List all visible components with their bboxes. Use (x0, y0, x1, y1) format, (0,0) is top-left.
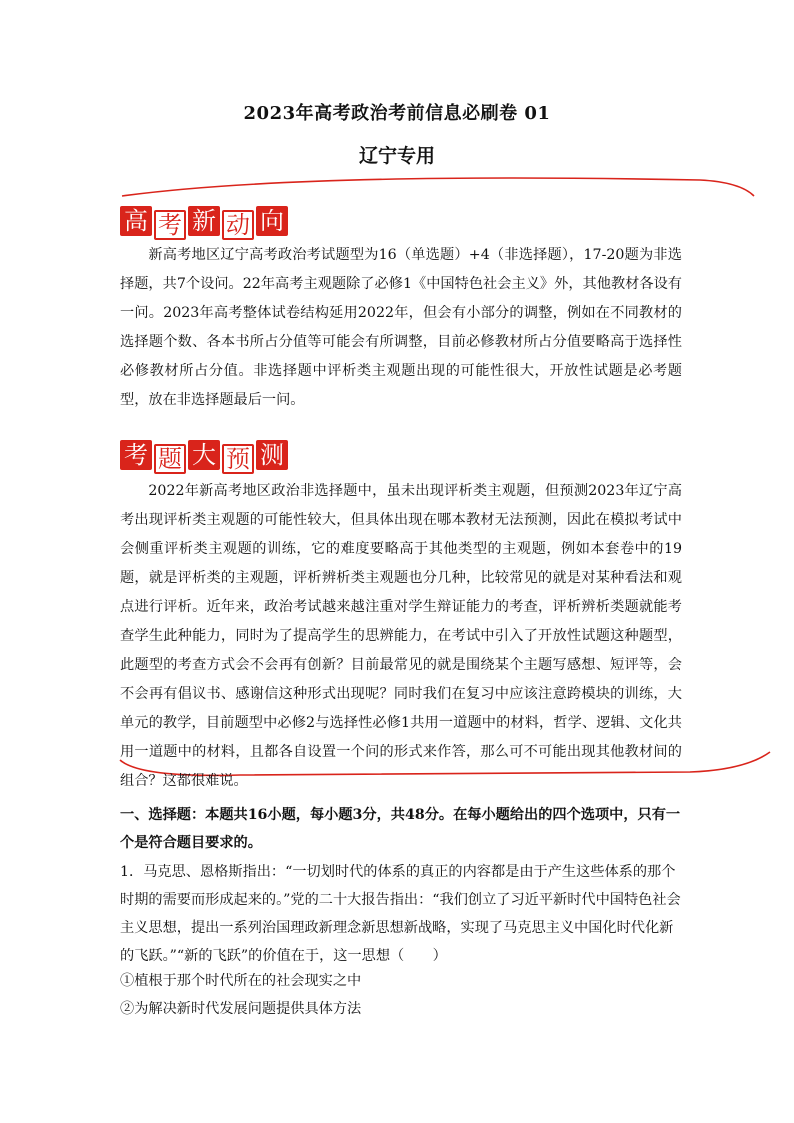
badge-char: 考 (120, 440, 152, 470)
badge-char: 高 (120, 206, 152, 236)
badge-char: 测 (256, 440, 288, 470)
option-1: ①植根于那个时代所在的社会现实之中 (120, 973, 362, 989)
section-instruction: 一、选择题：本题共16小题，每小题3分，共48分。在每小题给出的四个选项中，只有一个是符合题目要求的。 (120, 807, 681, 851)
page-subtitle: 辽宁专用 (358, 145, 435, 167)
badge-char: 预 (222, 444, 254, 474)
badge-char: 向 (256, 206, 288, 236)
badge-char: 大 (188, 440, 220, 470)
badge-char: 新 (188, 206, 220, 236)
option-2: ②为解决新时代发展问题提供具体方法 (120, 1001, 362, 1017)
page-title: 2023年高考政治考前信息必刷卷 01 (243, 103, 551, 124)
section-badge-trends (120, 202, 290, 240)
badge-char: 考 (154, 210, 186, 240)
question-1-stem: 1．马克思、恩格斯指出：“一切划时代的体系的真正的内容都是由于产生这些体系的那个时期的需要而形成起来的。”党的二十大报告指出：“我们创立了习近平新时代中国特色社会主义思想，提出一系列治国理政新理念新思想新战略，实现了马克思主义中国化时代化新的飞跃。”“新的飞跃”的价值在于，这一思想（ ） (120, 864, 681, 964)
section1-body: 新高考地区辽宁高考政治考试题型为16（单选题）+4（非选择题），17-20题为非选择题，共7个设问。22年高考主观题除了必修1《中国特色社会主义》外，其他教材各设有一问。2023年高考整体试卷结构延用2022年，但会有小部分的调整，例如在不同教材的选择题个数、各本书所占分值等可能会有所调整，目前必修教材所占分值要略高于选择性必修教材所占分值。非选择题中评析类主观题出现的可能性很大，开放性试题是必考题型，放在非选择题最后一问。 (120, 247, 682, 408)
section-badge-forecast (120, 436, 290, 474)
section2-body: 2022年新高考地区政治非选择题中，虽未出现评析类主观题，但预测2023年辽宁高考出现评析类主观题的可能性较大，但具体出现在哪本教材无法预测，因此在模拟考试中会侧重评析类主观题的训练，它的难度要略高于其他类型的主观题，例如本套卷中的19题，就是评析类的主观题，评析辨析类主观题也分几种，比较常见的就是对某种看法和观点进行评析。近年来，政治考试越来越注重对学生辩证能力的考查，评析辨析类题就能考查学生此种能力，同时为了提高学生的思辨能力，在考试中引入了开放性试题这种题型，此题型的考查方式会不会再有创新？目前最常见的就是围绕某个主题写感想、短评等，会不会再有倡议书、感谢信这种形式出现呢？同时我们在复习中应该注意跨模块的训练，大单元的教学，目前题型中必修2与选择性必修1共用一道题中的材料，哲学、逻辑、文化共用一道题中的材料，且都各自设置一个问的形式来作答，那么可不可能出现其他教材间的组合？这都很难说。 (120, 483, 682, 789)
badge-char: 题 (154, 444, 186, 474)
badge-char: 动 (222, 210, 254, 240)
